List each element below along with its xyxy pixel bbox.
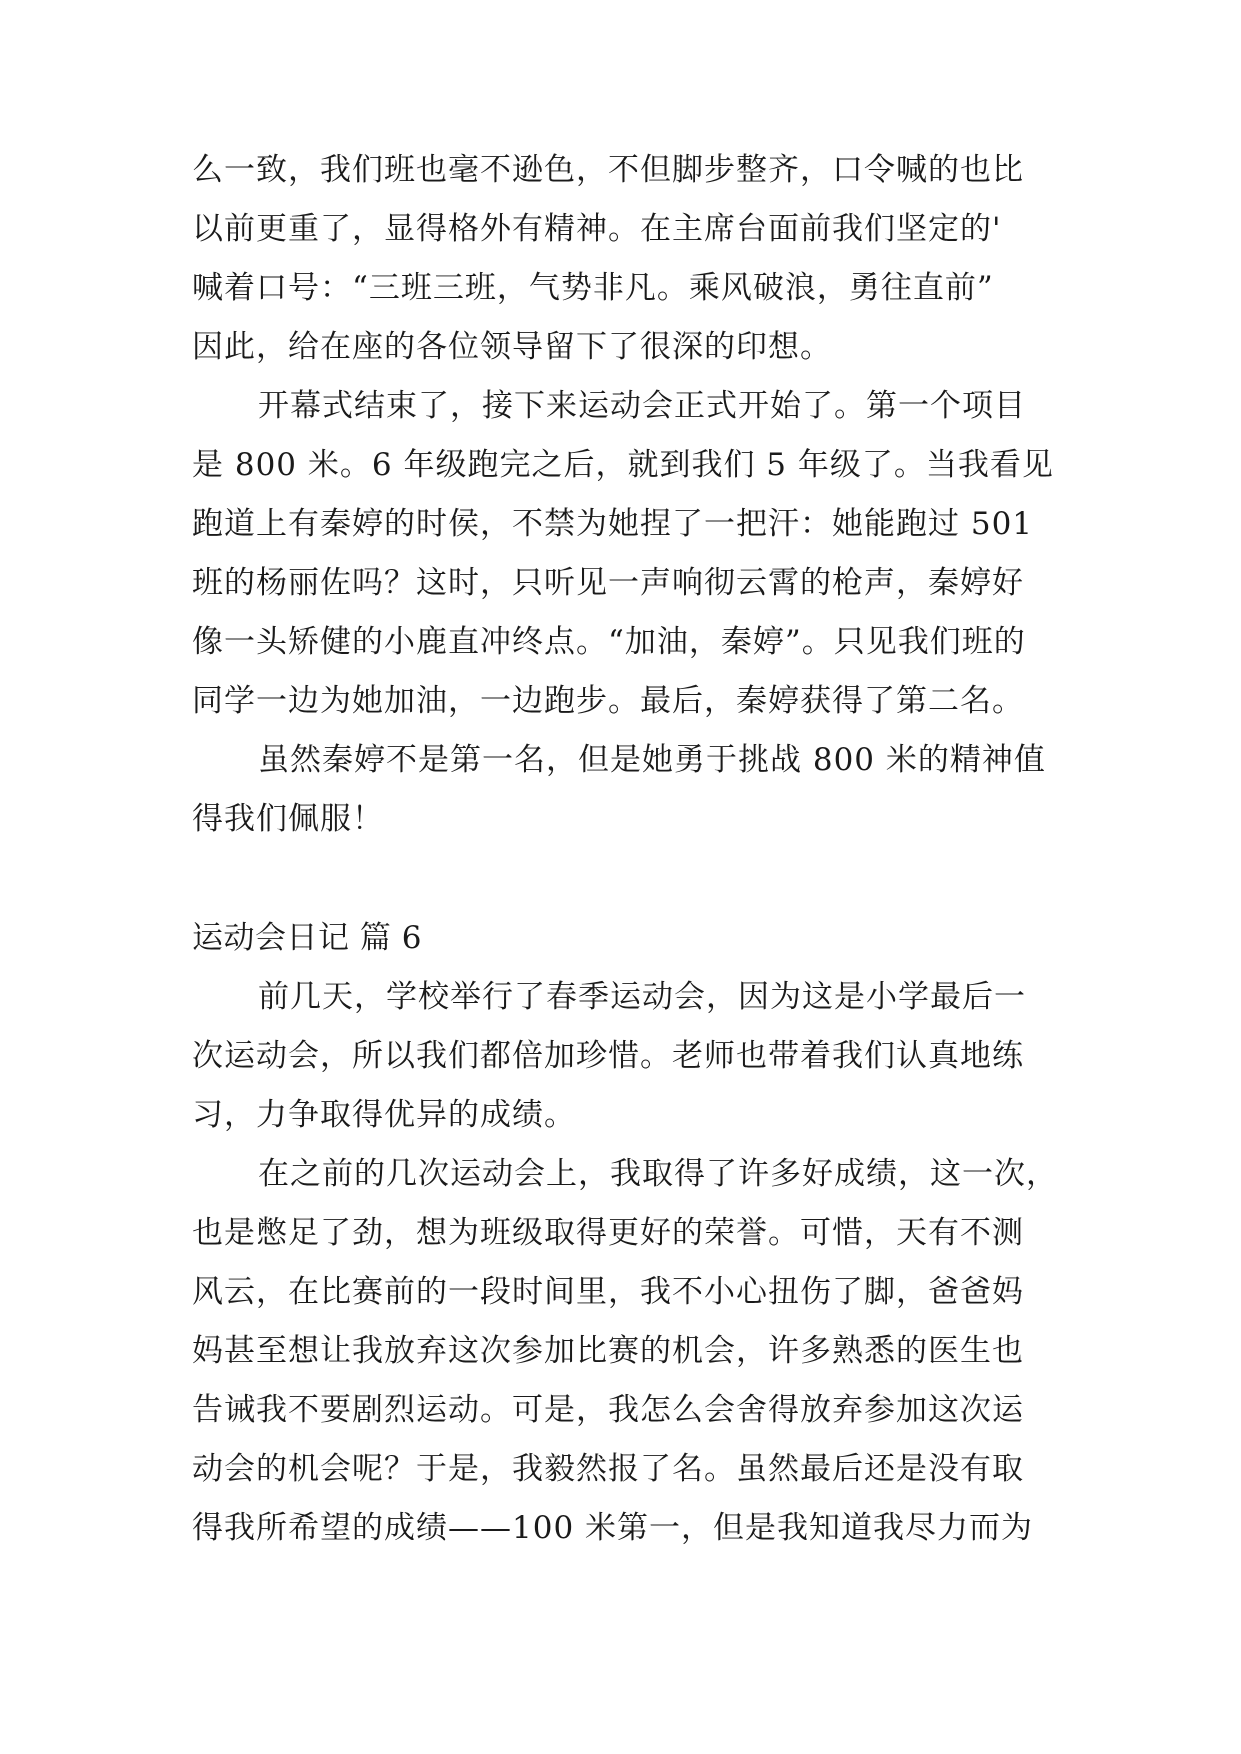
text-line: 同学一边为她加油，一边跑步。最后，秦婷获得了第二名。 — [192, 683, 1024, 719]
paragraph-first-line: 前几天，学校举行了春季运动会，因为这是小学最后一 — [258, 979, 1026, 1015]
text-line: 是 800 米。6 年级跑完之后，就到我们 5 年级了。当我看见 — [192, 447, 1054, 483]
text-line: 喊着口号：“三班三班，气势非凡。乘风破浪，勇往直前” — [192, 270, 994, 306]
text-line: 次运动会，所以我们都倍加珍惜。老师也带着我们认真地练 — [192, 1038, 1024, 1074]
paragraph-first-line: 在之前的几次运动会上，我取得了许多好成绩，这一次， — [258, 1156, 1058, 1192]
text-line: 么一致，我们班也毫不逊色，不但脚步整齐，口令喊的也比 — [192, 152, 1024, 188]
text-line: 动会的机会呢？于是，我毅然报了名。虽然最后还是没有取 — [192, 1451, 1024, 1487]
text-line: 以前更重了，显得格外有精神。在主席台面前我们坚定的' — [192, 211, 1002, 247]
paragraph-first-line: 开幕式结束了，接下来运动会正式开始了。第一个项目 — [258, 388, 1026, 424]
paragraph-first-line: 虽然秦婷不是第一名，但是她勇于挑战 800 米的精神值 — [258, 742, 1046, 778]
text-line: 习，力争取得优异的成绩。 — [192, 1097, 576, 1133]
text-line: 因此，给在座的各位领导留下了很深的印想。 — [192, 329, 832, 365]
text-line: 像一头矫健的小鹿直冲终点。“加油，秦婷”。只见我们班的 — [192, 624, 1026, 660]
text-line: 得我们佩服！ — [192, 801, 384, 837]
text-line: 跑道上有秦婷的时侯，不禁为她捏了一把汗：她能跑过 501 — [192, 506, 1034, 542]
section-heading: 运动会日记 篇 6 — [192, 920, 422, 956]
text-line: 也是憋足了劲，想为班级取得更好的荣誉。可惜，天有不测 — [192, 1215, 1024, 1251]
text-line: 风云，在比赛前的一段时间里，我不小心扭伤了脚，爸爸妈 — [192, 1274, 1024, 1310]
text-line: 告诫我不要剧烈运动。可是，我怎么会舍得放弃参加这次运 — [192, 1392, 1024, 1428]
text-line: 班的杨丽佐吗？这时，只听见一声响彻云霄的枪声，秦婷好 — [192, 565, 1024, 601]
text-line: 得我所希望的成绩——100 米第一，但是我知道我尽力而为 — [192, 1510, 1034, 1546]
text-line: 妈甚至想让我放弃这次参加比赛的机会，许多熟悉的医生也 — [192, 1333, 1024, 1369]
